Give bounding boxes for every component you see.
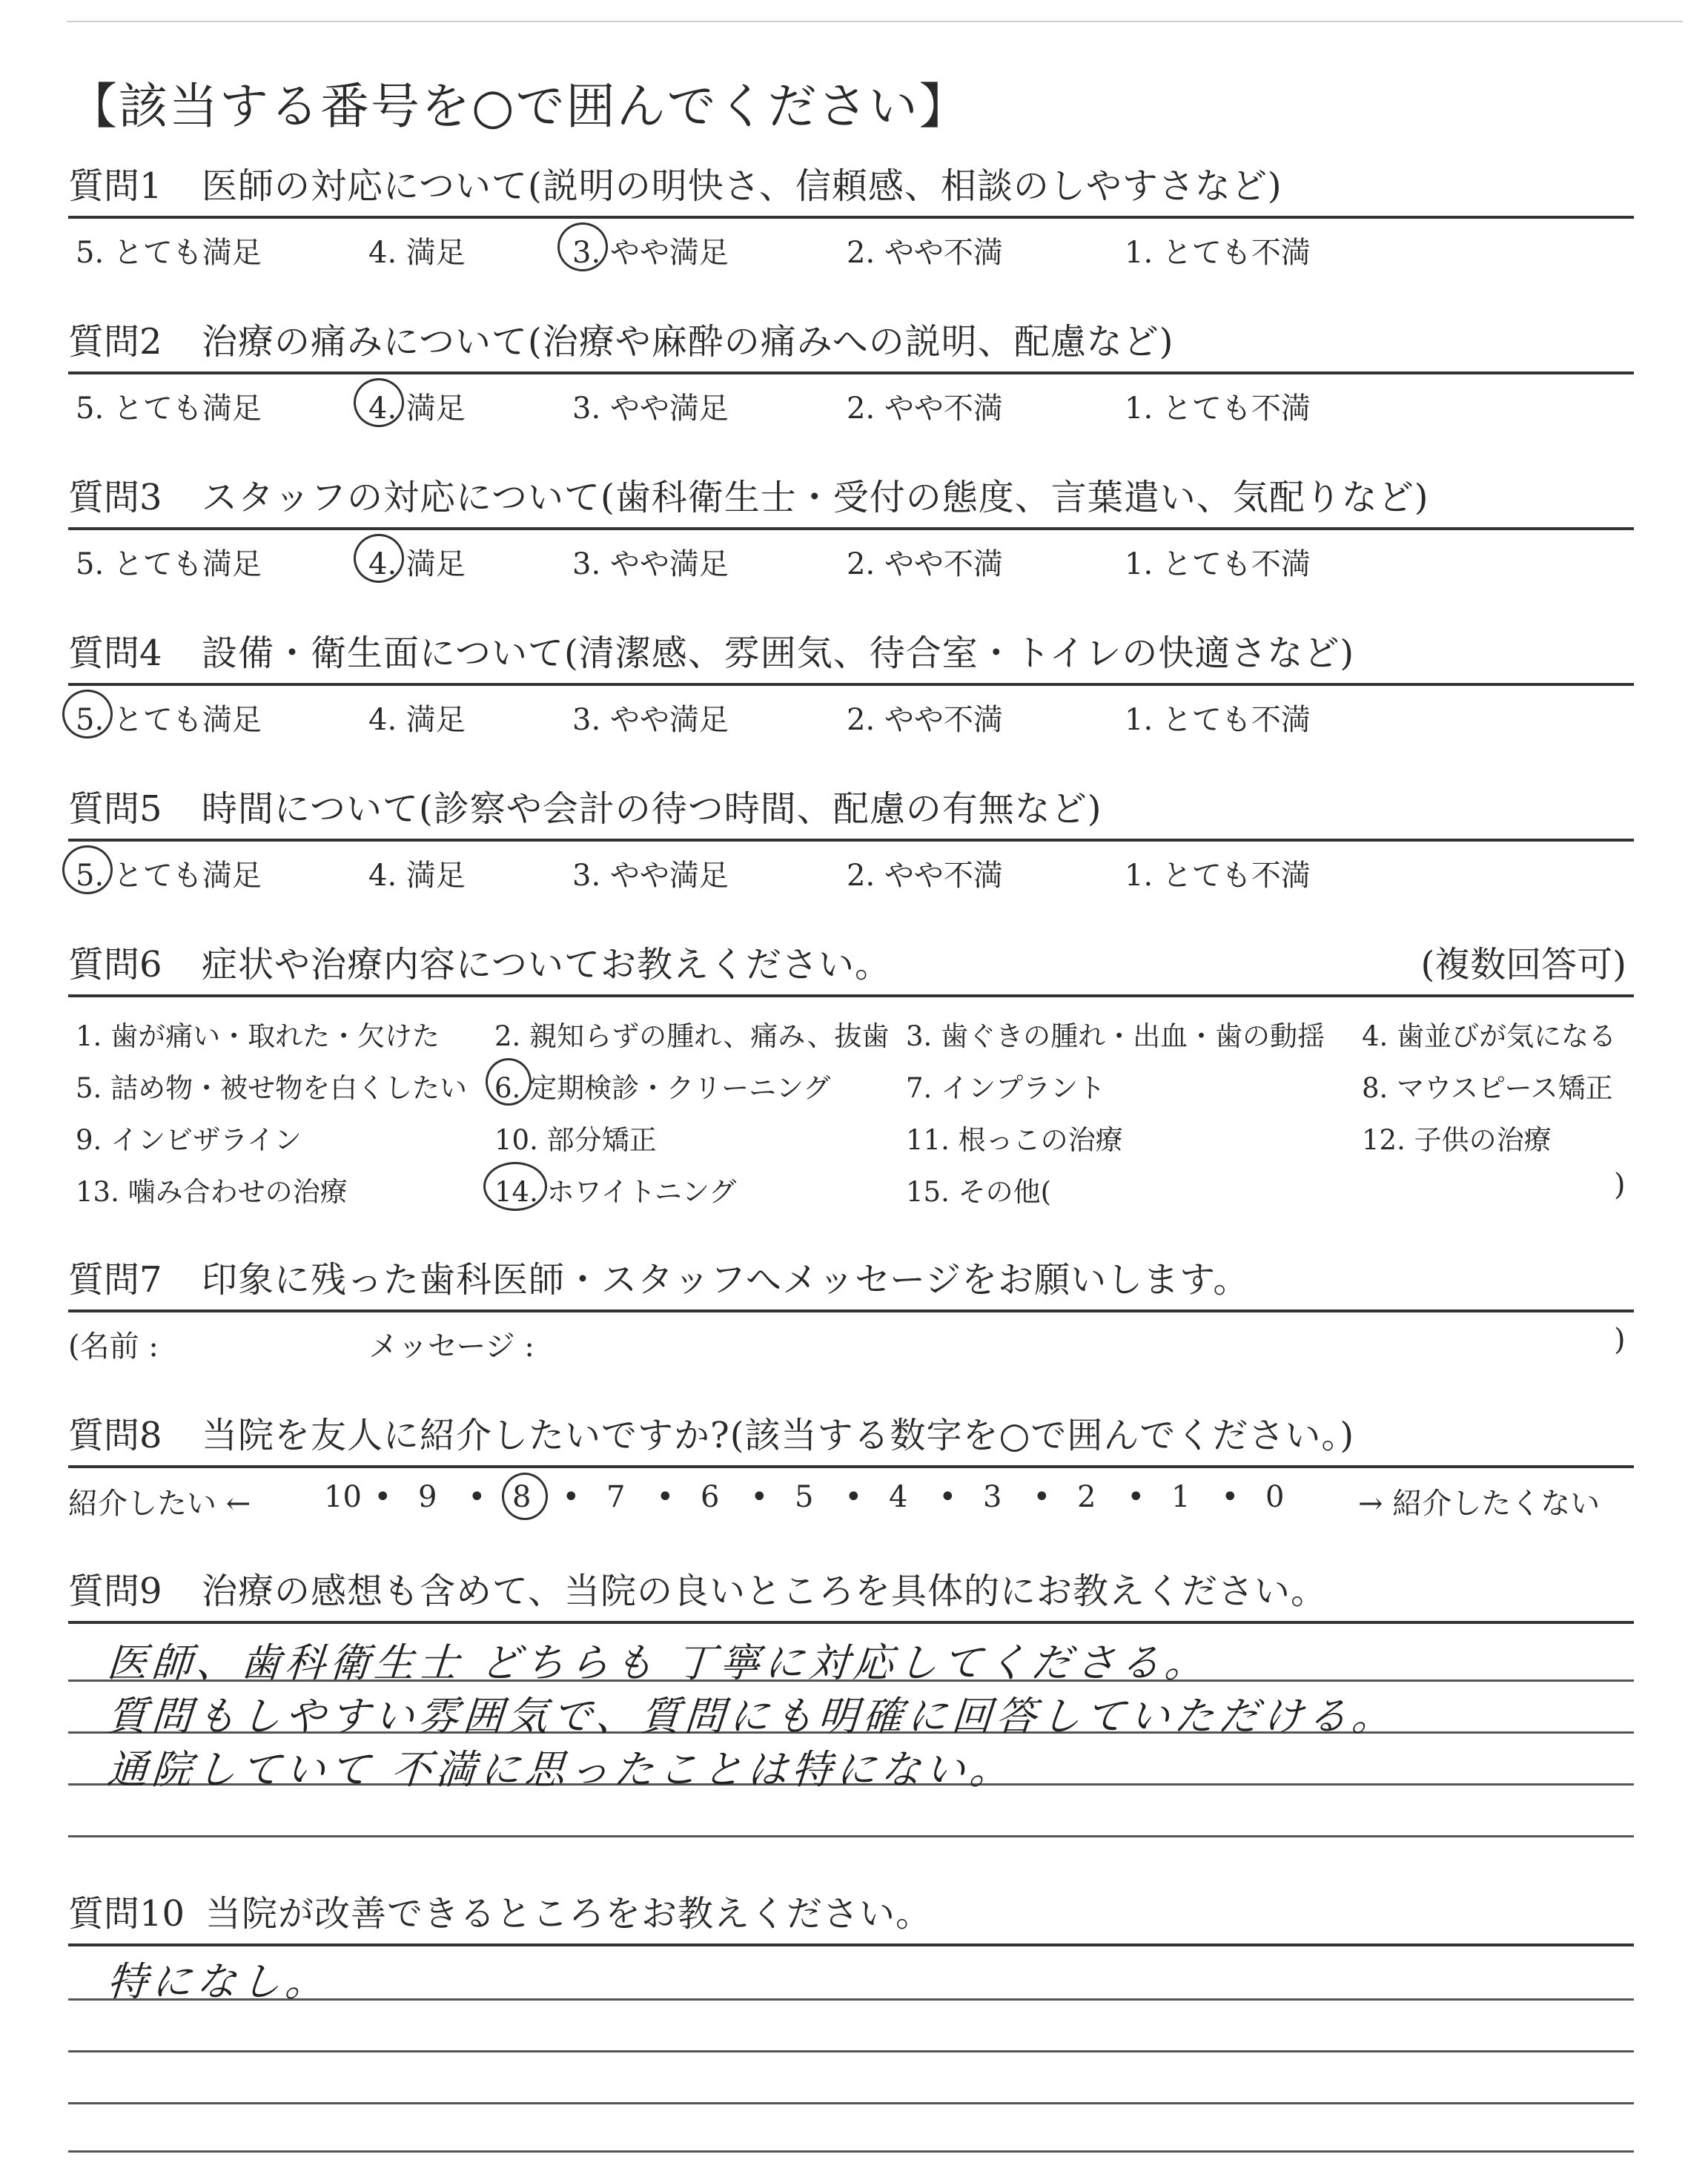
answer-line (68, 2102, 1634, 2104)
scale-value-1[interactable]: 1 (1171, 1480, 1191, 1514)
selection-circle (354, 534, 404, 583)
scale-value-9[interactable]: 9 (418, 1480, 437, 1514)
symptom-option-7[interactable]: 7. インプラント (906, 1072, 1106, 1104)
option-1[interactable]: 1. とても不満 (1125, 547, 1311, 581)
symptom-option-8[interactable]: 8. マウスピース矯正 (1362, 1072, 1613, 1104)
symptom-option-11[interactable]: 11. 根っこの治療 (906, 1124, 1123, 1156)
symptom-option-15[interactable]: 15. その他( (906, 1176, 1052, 1208)
symptom-option-6[interactable]: 6. 定期検診・クリーニング (494, 1072, 831, 1104)
recommend-scale (68, 1468, 1634, 1520)
question-text: 医師の対応について(説明の明快さ、信頼感、相談のしやすさなど) (202, 165, 1282, 207)
answer-line (68, 2150, 1634, 2153)
question-2 (68, 315, 1634, 426)
symptom-option-9[interactable]: 9. インビザライン (76, 1124, 302, 1156)
handwritten-answer-line: 質問もしやすい雰囲気で、質問にも明確に回答していただける。 (105, 1693, 1398, 1740)
scale-separator-dot: • (468, 1480, 486, 1514)
question-number: 質問9 (68, 1571, 162, 1612)
option-5[interactable]: 5. とても満足 (76, 703, 262, 737)
question-5 (68, 782, 1634, 894)
option-5[interactable]: 5. とても満足 (76, 859, 262, 893)
name-label: (名前 : (68, 1330, 159, 1364)
scale-separator-dot: • (1127, 1480, 1145, 1514)
page-title: 【該当する番号を○で囲んでください】 (68, 78, 970, 135)
option-4[interactable]: 4. 満足 (368, 547, 466, 581)
selection-circle (486, 1058, 532, 1106)
handwritten-answer-line: 医師、歯科衛生士 どちらも 丁寧に対応してくださる。 (105, 1639, 1211, 1686)
option-5[interactable]: 5. とても満足 (76, 236, 262, 270)
option-2[interactable]: 2. やや不満 (847, 547, 1003, 581)
other-close-paren: ) (1614, 1168, 1626, 1202)
selection-circle (62, 690, 113, 739)
question-number: 質問6 (68, 944, 162, 985)
scale-value-2[interactable]: 2 (1077, 1480, 1096, 1514)
message-close-paren: ) (1614, 1323, 1626, 1357)
question-4 (68, 627, 1634, 738)
question-text: 症状や治療内容についてお教えください。 (202, 944, 892, 985)
scale-left-label: 紹介したい ← (68, 1487, 251, 1521)
option-3[interactable]: 3. やや満足 (572, 547, 729, 581)
question-number: 質問10 (68, 1893, 185, 1935)
option-3[interactable]: 3. やや満足 (572, 392, 729, 426)
question-text: 時間について(診察や会計の待つ時間、配慮の有無など) (202, 788, 1102, 830)
question-number: 質問3 (68, 477, 162, 518)
option-1[interactable]: 1. とても不満 (1125, 236, 1311, 270)
answer-line (68, 1835, 1634, 1837)
option-4[interactable]: 4. 満足 (368, 392, 466, 426)
option-3[interactable]: 3. やや満足 (572, 703, 729, 737)
question-text: 当院が改善できるところをお教えください。 (205, 1893, 933, 1935)
question-1 (68, 159, 1634, 271)
scale-right-label: → 紹介したくない (1358, 1487, 1601, 1521)
option-2[interactable]: 2. やや不満 (847, 703, 1003, 737)
message-label: メッセージ : (368, 1330, 534, 1364)
scale-separator-dot: • (1221, 1480, 1239, 1514)
top-edge-line (67, 21, 1683, 22)
scale-separator-dot: • (374, 1480, 392, 1514)
scale-value-4[interactable]: 4 (889, 1480, 908, 1514)
question-text: 設備・衛生面について(清潔感、雰囲気、待合室・トイレの快適さなど) (202, 633, 1355, 674)
question-text: スタッフの対応について(歯科衛生士・受付の態度、言葉遣い、気配りなど) (202, 477, 1429, 518)
symptom-option-1[interactable]: 1. 歯が痛い・取れた・欠けた (76, 1020, 440, 1052)
option-3[interactable]: 3. やや満足 (572, 236, 729, 270)
question-number: 質問5 (68, 788, 162, 830)
answer-line (68, 2050, 1634, 2052)
scale-value-6[interactable]: 6 (701, 1480, 720, 1514)
question-6 (68, 938, 1634, 1212)
question-number: 質問7 (68, 1259, 162, 1301)
question-text: 当院を友人に紹介したいですか?(該当する数字を○で囲んでください。) (202, 1415, 1355, 1456)
option-2[interactable]: 2. やや不満 (847, 392, 1003, 426)
symptom-option-12[interactable]: 12. 子供の治療 (1362, 1124, 1552, 1156)
symptom-option-2[interactable]: 2. 親知らずの腫れ、痛み、抜歯 (494, 1020, 890, 1052)
option-5[interactable]: 5. とても満足 (76, 547, 262, 581)
scale-separator-dot: • (562, 1480, 580, 1514)
option-3[interactable]: 3. やや満足 (572, 859, 729, 893)
selection-circle (483, 1162, 547, 1211)
symptom-option-3[interactable]: 3. 歯ぐきの腫れ・出血・歯の動揺 (906, 1020, 1325, 1052)
scale-separator-dot: • (656, 1480, 675, 1514)
symptom-option-10[interactable]: 10. 部分矯正 (494, 1124, 657, 1156)
selection-circle (557, 222, 608, 271)
selection-circle (354, 378, 404, 427)
question-number: 質問1 (68, 165, 162, 207)
question-8 (68, 1409, 1634, 1520)
question-number: 質問2 (68, 321, 162, 363)
question-9 (68, 1565, 1634, 1624)
scale-value-5[interactable]: 5 (795, 1480, 814, 1514)
scale-value-8[interactable]: 8 (512, 1480, 532, 1514)
handwritten-answer-line: 通院していて 不満に思ったことは特にない。 (105, 1746, 1016, 1793)
question-text: 治療の痛みについて(治療や麻酔の痛みへの説明、配慮など) (202, 321, 1174, 363)
handwritten-answer-line: 特になし。 (105, 1958, 331, 2005)
question-text: 印象に残った歯科医師・スタッフへメッセージをお願いします。 (202, 1259, 1250, 1301)
question-number: 質問8 (68, 1415, 162, 1456)
selection-circle (502, 1473, 548, 1520)
symptom-option-13[interactable]: 13. 噛み合わせの治療 (76, 1176, 348, 1208)
symptom-option-4[interactable]: 4. 歯並びが気になる (1362, 1020, 1617, 1052)
question-3 (68, 471, 1634, 582)
scale-value-3[interactable]: 3 (983, 1480, 1002, 1514)
option-1[interactable]: 1. とても不満 (1125, 703, 1311, 737)
option-2[interactable]: 2. やや不満 (847, 859, 1003, 893)
option-5[interactable]: 5. とても満足 (76, 392, 262, 426)
scale-value-0[interactable]: 0 (1265, 1480, 1285, 1514)
question-number: 質問4 (68, 633, 162, 674)
scale-separator-dot: • (1033, 1480, 1051, 1514)
question-text: 治療の感想も含めて、当院の良いところを具体的にお教えください。 (202, 1571, 1328, 1612)
option-4[interactable]: 4. 満足 (368, 859, 466, 893)
symptom-option-5[interactable]: 5. 詰め物・被せ物を白くしたい (76, 1072, 468, 1104)
scale-separator-dot: • (750, 1480, 769, 1514)
scale-value-10[interactable]: 10 (324, 1480, 362, 1514)
scale-separator-dot: • (844, 1480, 863, 1514)
option-1[interactable]: 1. とても不満 (1125, 392, 1311, 426)
multiple-answers-note: (複数回答可) (1420, 944, 1626, 985)
option-1[interactable]: 1. とても不満 (1125, 859, 1311, 893)
selection-circle (62, 845, 113, 894)
scale-separator-dot: • (939, 1480, 957, 1514)
option-2[interactable]: 2. やや不満 (847, 236, 1003, 270)
question-7 (68, 1253, 1634, 1364)
question-10 (68, 1887, 1634, 1946)
option-4[interactable]: 4. 満足 (368, 703, 466, 737)
symptom-option-14[interactable]: 14. ホワイトニング (494, 1176, 737, 1208)
option-4[interactable]: 4. 満足 (368, 236, 466, 270)
scale-value-7[interactable]: 7 (606, 1480, 626, 1514)
